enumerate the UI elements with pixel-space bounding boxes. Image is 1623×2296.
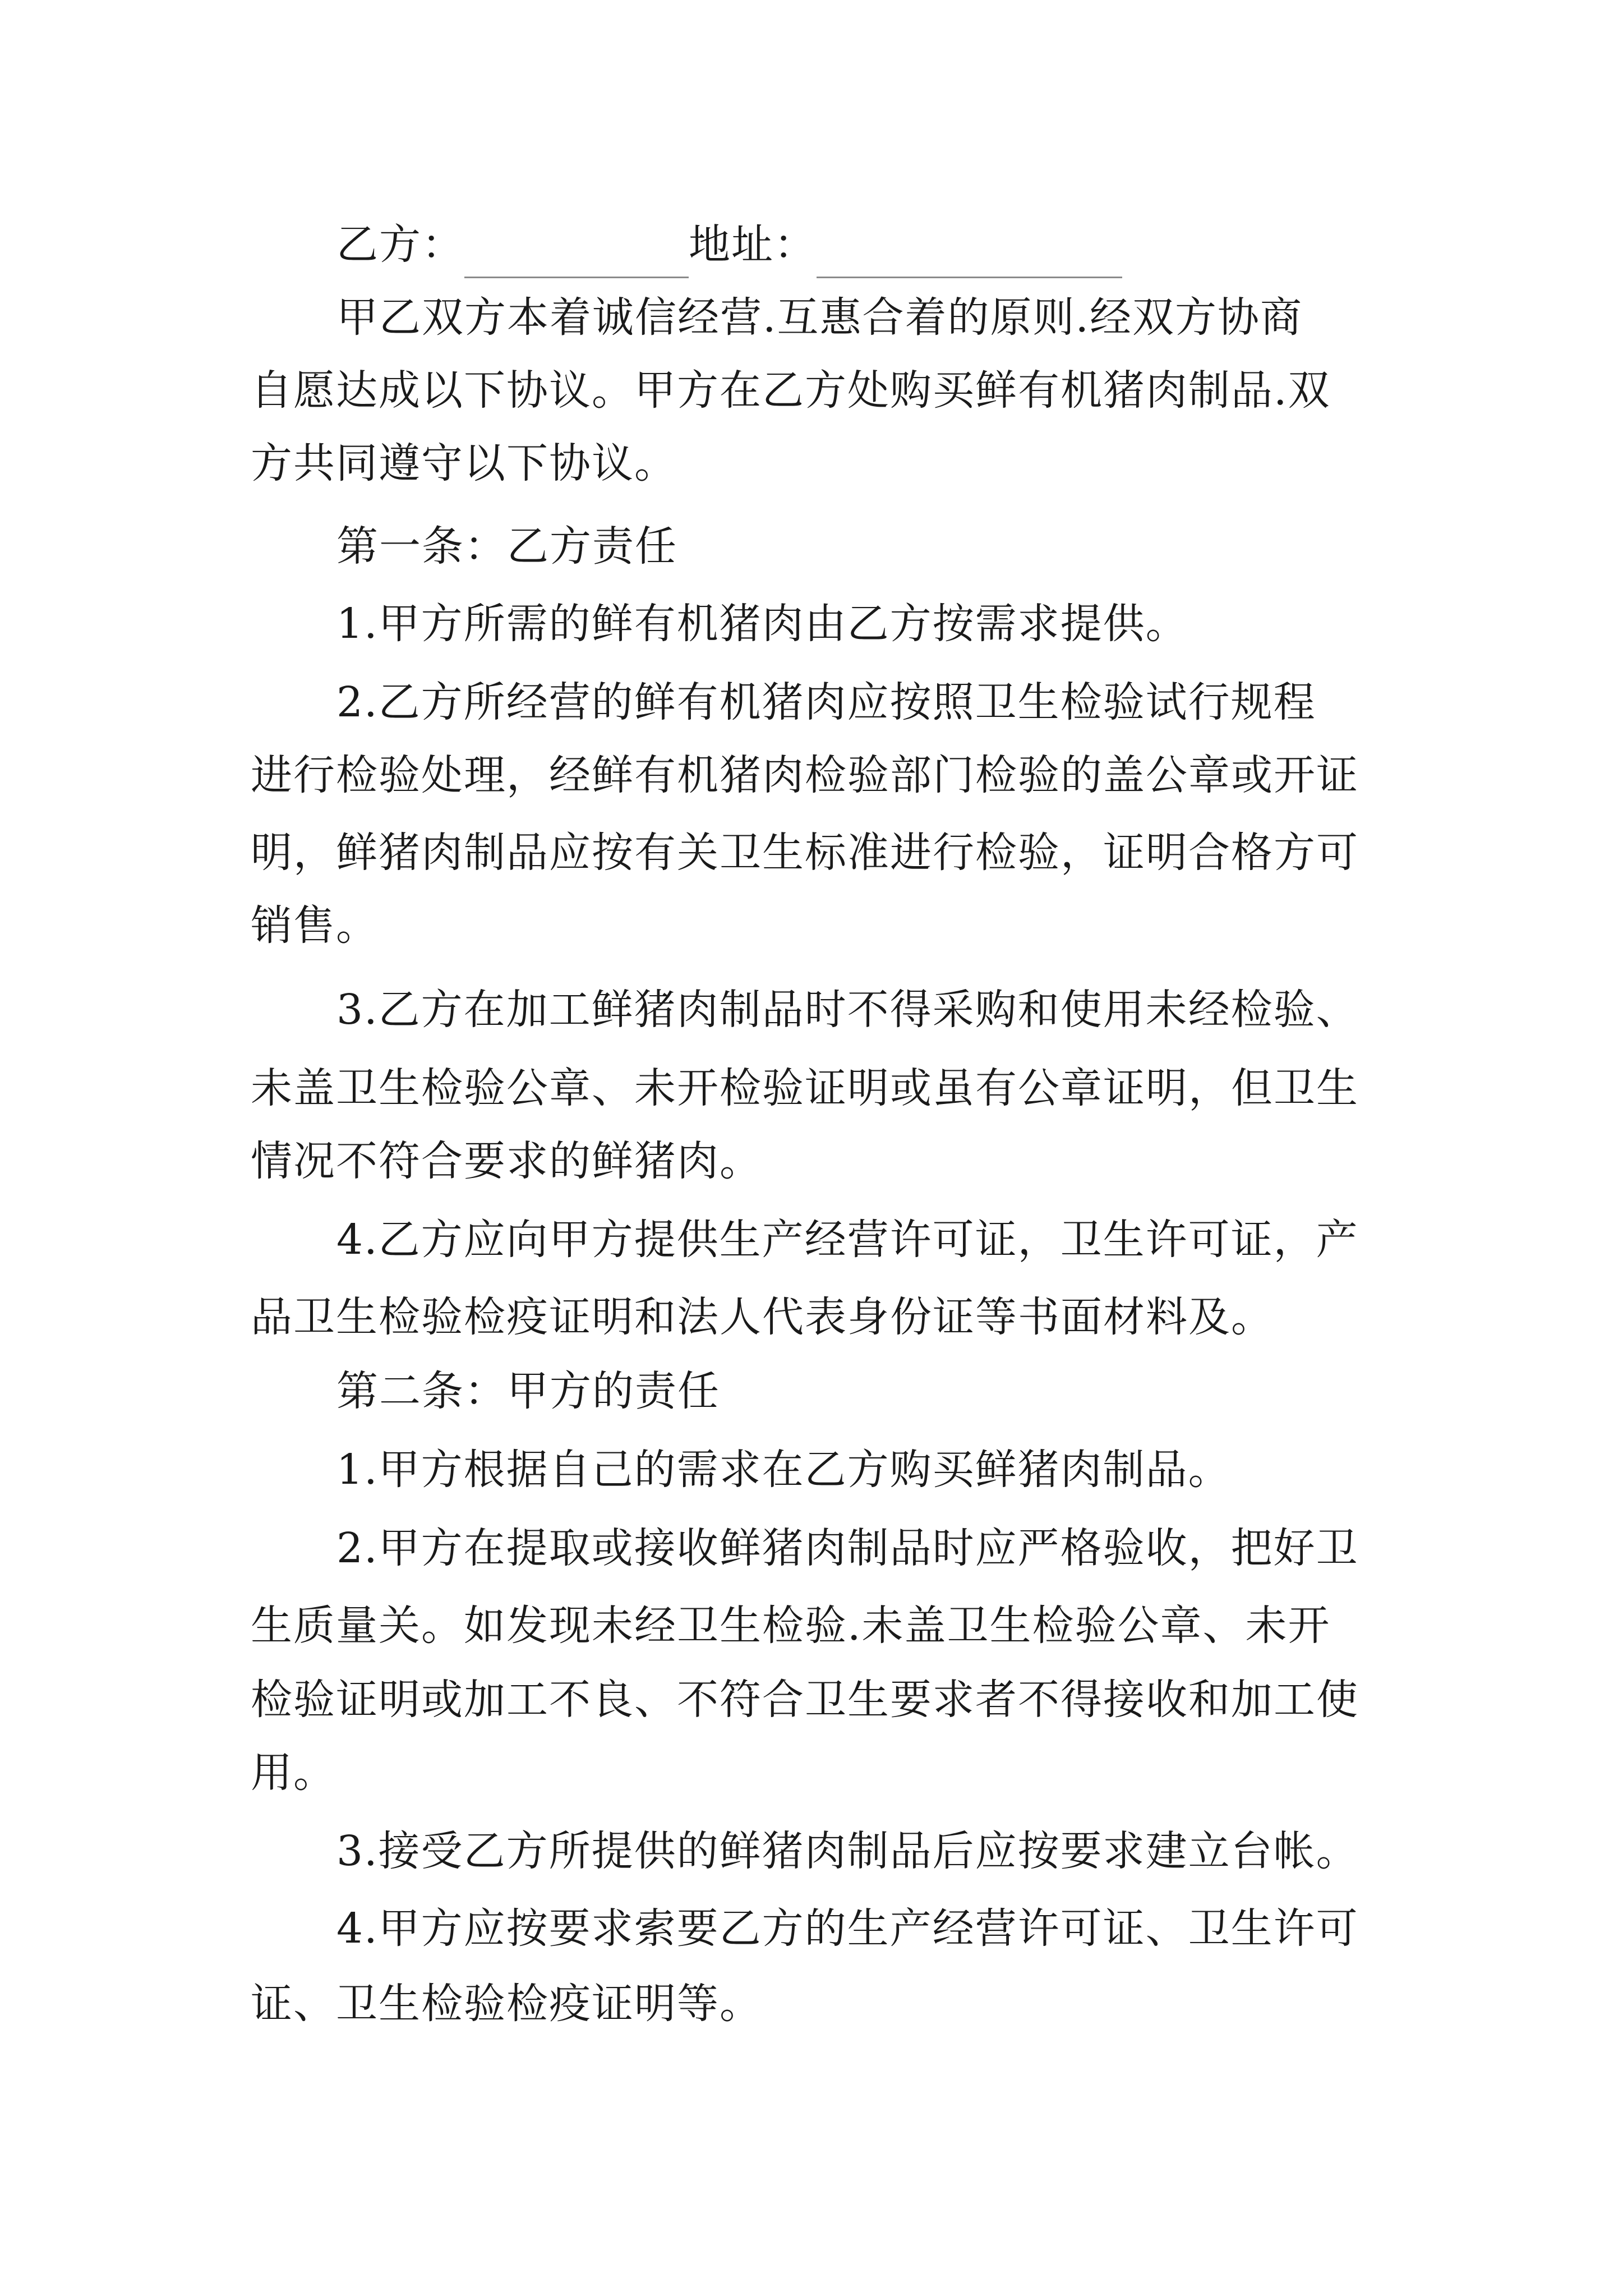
- article-2-item-4-line-2: 证、卫生检验检疫证明等。: [251, 1980, 762, 2028]
- article-1-heading: 第一条：乙方责任: [336, 522, 677, 570]
- article-2-item-2-line-1: 2.甲方在提取或接收鲜猪肉制品时应严格验收，把好卫: [336, 1524, 1359, 1572]
- party-b-blank: [464, 225, 689, 278]
- article-1-item-2-line-4: 销售。: [251, 901, 379, 950]
- article-1-item-2-line-2: 进行检验处理，经鲜有机猪肉检验部门检验的盖公章或开证: [251, 751, 1359, 799]
- article-1-item-3-line-1: 3.乙方在加工鲜猪肉制品时不得采购和使用未经检验、: [336, 986, 1359, 1034]
- preamble-line-1: 甲乙双方本着诚信经营.互惠合着的原则.经双方协商: [336, 293, 1303, 342]
- preamble-line-2: 自愿达成以下协议。甲方在乙方处购买鲜有机猪肉制品.双: [251, 366, 1331, 415]
- article-1-item-4-line-1: 4.乙方应向甲方提供生产经营许可证，卫生许可证，产: [336, 1216, 1359, 1264]
- article-1-item-4-line-2: 品卫生检验检疫证明和法人代表身份证等书面材料及。: [251, 1293, 1274, 1341]
- article-2-item-3: 3.接受乙方所提供的鲜猪肉制品后应按要求建立台帐。: [336, 1827, 1359, 1875]
- article-1-item-1: 1.甲方所需的鲜有机猪肉由乙方按需求提供。: [336, 600, 1188, 648]
- article-1-item-3-line-2: 未盖卫生检验公章、未开检验证明或虽有公章证明，但卫生: [251, 1064, 1359, 1112]
- party-b-label: 乙方：: [336, 220, 464, 269]
- article-2-item-2-line-4: 用。: [251, 1749, 336, 1797]
- article-1-item-3-line-3: 情况不符合要求的鲜猪肉。: [251, 1137, 762, 1185]
- article-1-item-2-line-3: 明，鲜猪肉制品应按有关卫生标准进行检验，证明合格方可: [251, 829, 1359, 877]
- article-2-item-1: 1.甲方根据自己的需求在乙方购买鲜猪肉制品。: [336, 1446, 1231, 1494]
- article-2-item-4-line-1: 4.甲方应按要求索要乙方的生产经营许可证、卫生许可: [336, 1904, 1359, 1953]
- article-1-item-2-line-1: 2.乙方所经营的鲜有机猪肉应按照卫生检验试行规程: [336, 678, 1316, 726]
- address-label: 地址：: [689, 220, 817, 269]
- preamble-line-3: 方共同遵守以下协议。: [251, 439, 677, 487]
- address-blank: [817, 225, 1122, 278]
- article-2-heading: 第二条：甲方的责任: [336, 1367, 720, 1415]
- party-b-address-line: [336, 211, 1122, 278]
- article-2-item-2-line-2: 生质量关。如发现未经卫生检验.未盖卫生检验公章、未开: [251, 1602, 1331, 1650]
- article-2-item-2-line-3: 检验证明或加工不良、不符合卫生要求者不得接收和加工使: [251, 1676, 1359, 1724]
